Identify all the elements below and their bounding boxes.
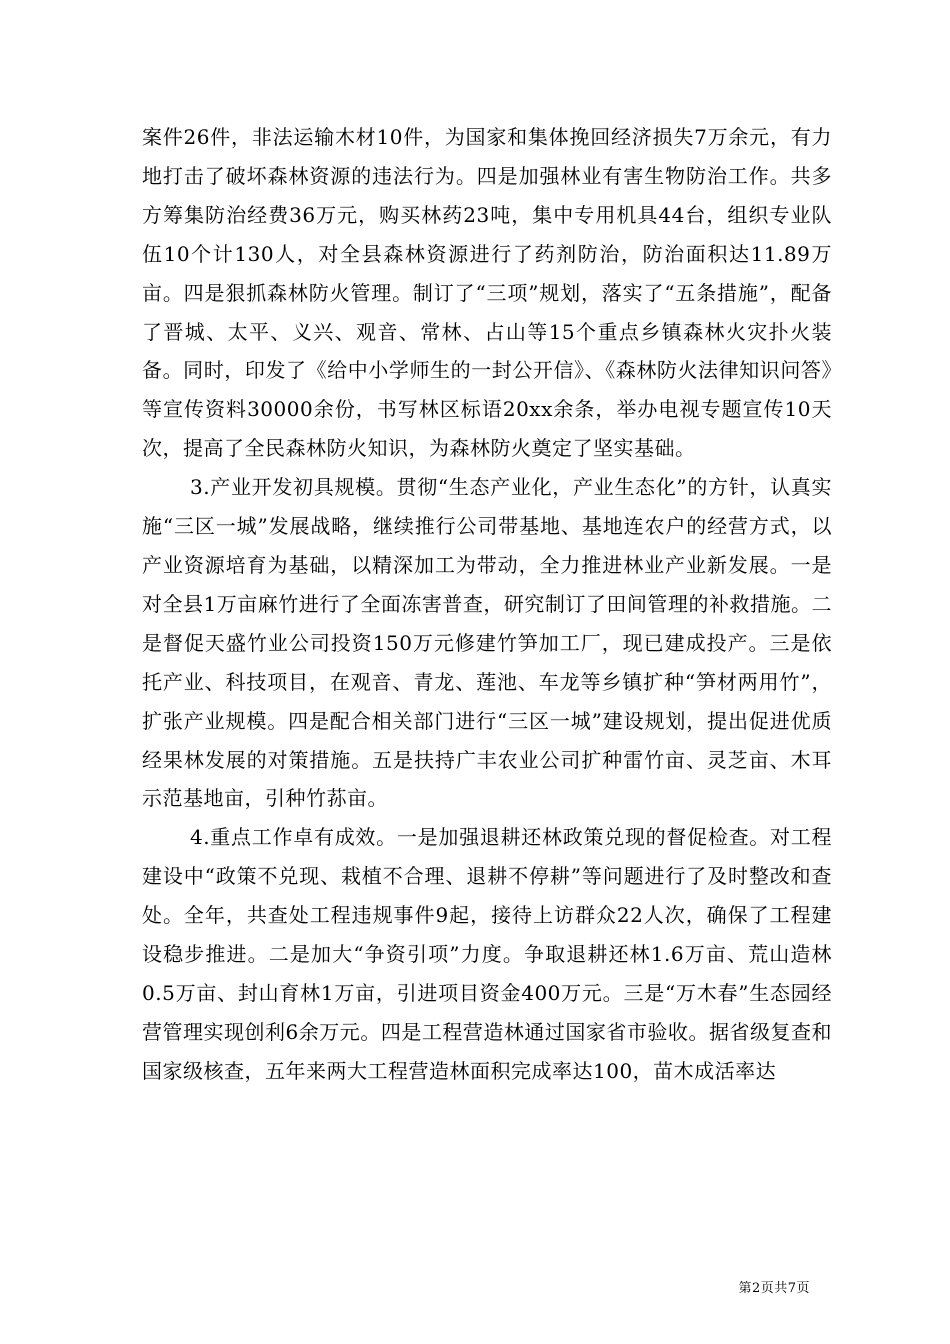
page-number-footer: 第2页共7页	[738, 1281, 810, 1296]
paragraph-2: 3.产业开发初具规模。贯彻“生态产业化，产业生态化”的方针，认真实施“三区一城”发展战略，继续推行公司带基地、基地连农户的经营方式，以产业资源培育为基础，以精深加工为带动，全力推进林业产业新发展。一是对全县1万亩麻竹进行了全面冻害普查，研究制订了田间管理的补救措施。二是督促天盛竹业公司投资150万元修建竹笋加工厂，现已建成投产。三是依托产业、科技项目，在观音、青龙、莲池、车龙等乡镇扩种“笋材两用竹”，扩张产业规模。四是配合相关部门进行“三区一城”建设规划，提出促进优质经果林发展的对策措施。五是扶持广丰农业公司扩种雷竹亩、灵芝亩、木耳示范基地亩，引种竹荪亩。	[142, 475, 832, 811]
document-body	[142, 118, 832, 1091]
paragraph-3: 4.重点工作卓有成效。一是加强退耕还林政策兑现的督促检查。对工程建设中“政策不兑现、栽植不合理、退耕不停耕”等问题进行了及时整改和查处。全年，共查处工程违规事件9起，接待上访群众22人次，确保了工程建设稳步推进。二是加大“争资引项”力度。争取退耕还林1.6万亩、荒山造林0.5万亩、封山育林1万亩，引进项目资金400万元。三是“万木春”生态园经营管理实现创利6余万元。四是工程营造林通过国家省市验收。据省级复查和国家级核查，五年来两大工程营造林面积完成率达100，苗木成活率达	[142, 825, 832, 1083]
paragraph-1: 案件26件，非法运输木材10件，为国家和集体挽回经济损失7万余元，有力地打击了破坏森林资源的违法行为。四是加强林业有害生物防治工作。共多方筹集防治经费36万元，购买林药23吨，集中专用机具44台，组织专业队伍10个计130人，对全县森林资源进行了药剂防治，防治面积达11.89万亩。四是狠抓森林防火管理。制订了“三项”规划，落实了“五条措施”，配备了晋城、太平、义兴、观音、常林、占山等15个重点乡镇森林火灾扑火装备。同时，印发了《给中小学师生的一封公开信》、《森林防火法律知识问答》等宣传资料30000余份，书写林区标语20xx余条，举办电视专题宣传10天次，提高了全民森林防火知识，为森林防火奠定了坚实基础。	[142, 125, 832, 461]
